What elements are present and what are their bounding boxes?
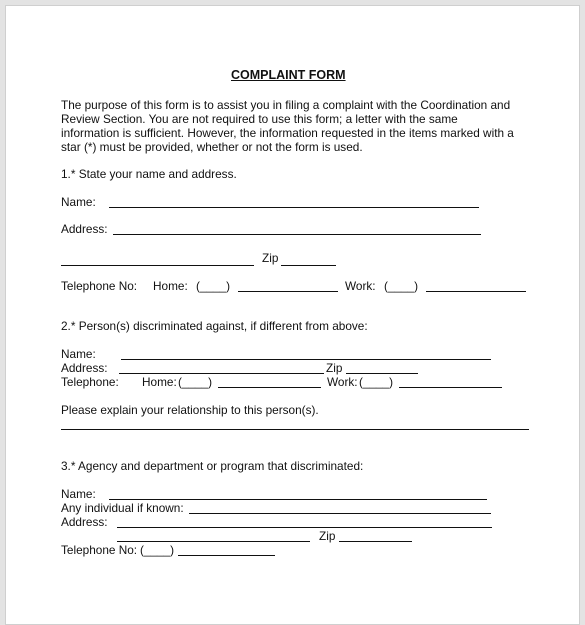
section2-telephone-label: Telephone:	[61, 375, 119, 389]
section2-home-phone-field[interactable]	[218, 387, 321, 388]
section3-individual-label: Any individual if known:	[61, 501, 184, 515]
section1-name-label: Name:	[61, 195, 96, 209]
section1-home-phone-field[interactable]	[238, 291, 338, 292]
section3-telephone-field[interactable]	[178, 555, 275, 556]
intro-line-1: The purpose of this form is to assist you in filing a complaint with the Coordination and	[61, 98, 511, 112]
section2-name-label: Name:	[61, 347, 96, 361]
section2-heading: 2.* Person(s) discriminated against, if different from above:	[61, 319, 368, 333]
section1-address-line2-field[interactable]	[61, 265, 254, 266]
section3-address-field[interactable]	[117, 527, 492, 528]
section3-zip-field[interactable]	[339, 541, 412, 542]
section2-name-field[interactable]	[121, 359, 491, 360]
section3-zip-label: Zip	[319, 529, 336, 543]
section1-telephone-label: Telephone No:	[61, 279, 138, 293]
section2-zip-label: Zip	[326, 361, 343, 375]
section3-telephone-label: Telephone No:	[61, 543, 138, 557]
section3-telephone-areacode[interactable]: (____)	[140, 543, 175, 557]
section3-name-label: Name:	[61, 487, 96, 501]
section2-home-areacode[interactable]: (____)	[178, 375, 213, 389]
intro-line-2: Review Section. You are not required to use this form; a letter with the same	[61, 112, 458, 126]
section2-relationship-prompt: Please explain your relationship to this person(s).	[61, 403, 319, 417]
section1-heading: 1.* State your name and address.	[61, 167, 237, 181]
section1-home-label: Home:	[153, 279, 188, 293]
section2-work-label: Work:	[327, 375, 358, 389]
section2-work-phone-field[interactable]	[399, 387, 502, 388]
section1-home-areacode[interactable]: (____)	[196, 279, 231, 293]
section3-heading: 3.* Agency and department or program that discriminated:	[61, 459, 364, 473]
document-page	[5, 5, 580, 625]
section3-address-label: Address:	[61, 515, 108, 529]
section2-work-areacode[interactable]: (____)	[359, 375, 394, 389]
section1-work-phone-field[interactable]	[426, 291, 526, 292]
section1-address-field[interactable]	[113, 234, 481, 235]
section1-zip-field[interactable]	[281, 265, 336, 266]
section1-address-label: Address:	[61, 222, 108, 236]
section2-address-field[interactable]	[119, 373, 324, 374]
section3-name-field[interactable]	[109, 499, 487, 500]
section1-zip-label: Zip	[262, 251, 279, 265]
section2-relationship-field[interactable]	[61, 429, 529, 430]
section2-home-label: Home:	[142, 375, 177, 389]
section2-address-label: Address:	[61, 361, 108, 375]
intro-line-4: star (*) must be provided, whether or not the form is used.	[61, 140, 363, 154]
section1-work-label: Work:	[345, 279, 376, 293]
section1-work-areacode[interactable]: (____)	[384, 279, 419, 293]
section2-zip-field[interactable]	[346, 373, 418, 374]
intro-line-3: information is sufficient. However, the information requested in the items marked with a	[61, 126, 514, 140]
form-title: COMPLAINT FORM	[231, 68, 346, 82]
section3-address-line2-field[interactable]	[117, 541, 310, 542]
section1-name-field[interactable]	[109, 207, 479, 208]
section3-individual-field[interactable]	[189, 513, 491, 514]
